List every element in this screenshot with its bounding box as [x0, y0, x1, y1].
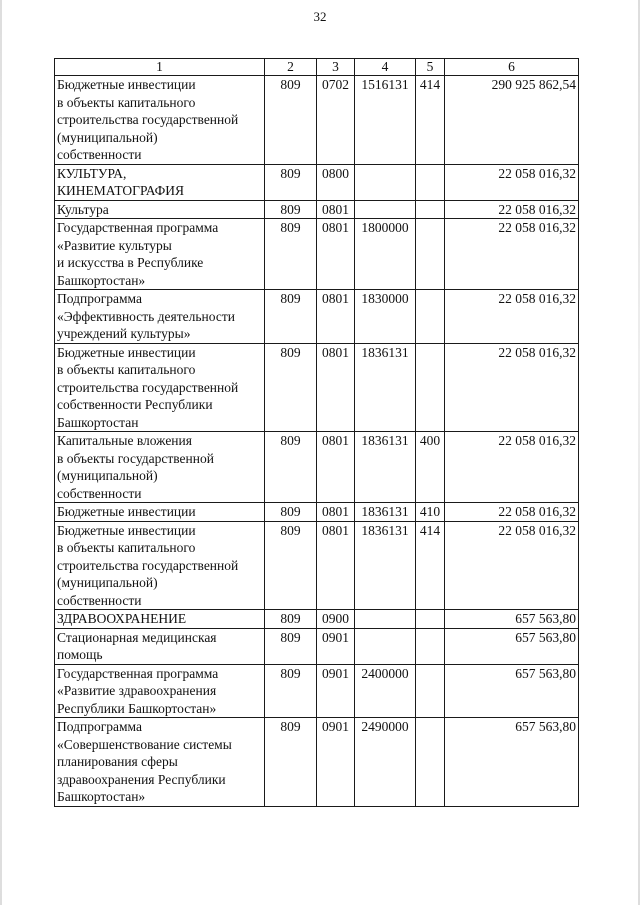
row-expense-code — [416, 718, 445, 807]
row-target-code: 1800000 — [355, 219, 416, 290]
page-number: 32 — [313, 9, 327, 24]
scan-edge-left — [0, 0, 2, 905]
row-ministry-code: 809 — [265, 343, 317, 432]
row-expense-code: 400 — [416, 432, 445, 503]
row-target-code — [355, 610, 416, 629]
row-section-code: 0901 — [317, 628, 355, 664]
row-name: Капитальные вложения в объекты государственной (муниципальной) собственности — [55, 432, 265, 503]
row-amount: 22 058 016,32 — [445, 432, 579, 503]
row-ministry-code: 809 — [265, 610, 317, 629]
row-amount: 290 925 862,54 — [445, 76, 579, 165]
row-amount: 657 563,80 — [445, 610, 579, 629]
row-target-code — [355, 164, 416, 200]
table-row — [55, 628, 579, 664]
row-name: КУЛЬТУРА, КИНЕМАТОГРАФИЯ — [55, 164, 265, 200]
column-header-5: 5 — [416, 59, 445, 76]
row-section-code: 0801 — [317, 432, 355, 503]
row-amount: 22 058 016,32 — [445, 219, 579, 290]
row-name: Государственная программа «Развитие культуры и искусства в Республике Башкортостан» — [55, 219, 265, 290]
row-section-code: 0801 — [317, 290, 355, 344]
row-amount: 22 058 016,32 — [445, 200, 579, 219]
row-section-code: 0702 — [317, 76, 355, 165]
row-amount: 657 563,80 — [445, 628, 579, 664]
table-row — [55, 664, 579, 718]
table-row — [55, 200, 579, 219]
row-amount: 22 058 016,32 — [445, 343, 579, 432]
row-section-code: 0801 — [317, 200, 355, 219]
row-expense-code — [416, 219, 445, 290]
row-ministry-code: 809 — [265, 76, 317, 165]
row-name: Бюджетные инвестиции в объекты капитального строительства государственной (муниципальной) собственности — [55, 76, 265, 165]
row-expense-code — [416, 610, 445, 629]
row-amount: 22 058 016,32 — [445, 503, 579, 522]
table-row — [55, 290, 579, 344]
row-expense-code — [416, 628, 445, 664]
row-section-code: 0801 — [317, 219, 355, 290]
row-name: ЗДРАВООХРАНЕНИЕ — [55, 610, 265, 629]
row-amount: 22 058 016,32 — [445, 164, 579, 200]
table-row — [55, 76, 579, 165]
row-section-code: 0900 — [317, 610, 355, 629]
row-section-code: 0800 — [317, 164, 355, 200]
table-row — [55, 610, 579, 629]
row-ministry-code: 809 — [265, 664, 317, 718]
row-ministry-code: 809 — [265, 219, 317, 290]
row-name: Бюджетные инвестиции — [55, 503, 265, 522]
row-expense-code: 414 — [416, 76, 445, 165]
row-amount: 22 058 016,32 — [445, 521, 579, 610]
row-ministry-code: 809 — [265, 628, 317, 664]
row-ministry-code: 809 — [265, 200, 317, 219]
row-target-code: 2490000 — [355, 718, 416, 807]
row-name: Стационарная медицинская помощь — [55, 628, 265, 664]
row-expense-code: 414 — [416, 521, 445, 610]
row-amount: 657 563,80 — [445, 718, 579, 807]
row-target-code: 1836131 — [355, 432, 416, 503]
budget-table — [54, 58, 579, 807]
row-expense-code — [416, 290, 445, 344]
row-ministry-code: 809 — [265, 432, 317, 503]
row-target-code — [355, 200, 416, 219]
table-row — [55, 718, 579, 807]
row-target-code: 1836131 — [355, 503, 416, 522]
row-name: Подпрограмма «Совершенствование системы планирования сферы здравоохранения Республики Башкортостан» — [55, 718, 265, 807]
row-ministry-code: 809 — [265, 290, 317, 344]
row-name: Подпрограмма «Эффективность деятельности учреждений культуры» — [55, 290, 265, 344]
column-header-6: 6 — [445, 59, 579, 76]
row-name: Государственная программа «Развитие здравоохранения Республики Башкортостан» — [55, 664, 265, 718]
column-header-1: 1 — [55, 59, 265, 76]
table-row — [55, 521, 579, 610]
row-target-code — [355, 628, 416, 664]
row-expense-code: 410 — [416, 503, 445, 522]
row-target-code: 1830000 — [355, 290, 416, 344]
row-section-code: 0801 — [317, 343, 355, 432]
row-name: Бюджетные инвестиции в объекты капитального строительства государственной (муниципальной) собственности — [55, 521, 265, 610]
row-expense-code — [416, 343, 445, 432]
row-section-code: 0801 — [317, 521, 355, 610]
row-section-code: 0901 — [317, 664, 355, 718]
row-target-code: 2400000 — [355, 664, 416, 718]
row-expense-code — [416, 164, 445, 200]
table-row — [55, 503, 579, 522]
row-name: Культура — [55, 200, 265, 219]
table-row — [55, 219, 579, 290]
row-ministry-code: 809 — [265, 718, 317, 807]
row-ministry-code: 809 — [265, 503, 317, 522]
table-row — [55, 432, 579, 503]
row-section-code: 0801 — [317, 503, 355, 522]
table-header-row — [55, 59, 579, 76]
row-section-code: 0901 — [317, 718, 355, 807]
row-name: Бюджетные инвестиции в объекты капитального строительства государственной собственности Республики Башкортостан — [55, 343, 265, 432]
column-header-3: 3 — [317, 59, 355, 76]
row-target-code: 1836131 — [355, 521, 416, 610]
table-body — [55, 76, 579, 807]
table-row — [55, 343, 579, 432]
row-amount: 657 563,80 — [445, 664, 579, 718]
table-row — [55, 164, 579, 200]
row-target-code: 1836131 — [355, 343, 416, 432]
row-target-code: 1516131 — [355, 76, 416, 165]
row-expense-code — [416, 664, 445, 718]
column-header-2: 2 — [265, 59, 317, 76]
row-ministry-code: 809 — [265, 521, 317, 610]
row-ministry-code: 809 — [265, 164, 317, 200]
row-expense-code — [416, 200, 445, 219]
column-header-4: 4 — [355, 59, 416, 76]
row-amount: 22 058 016,32 — [445, 290, 579, 344]
